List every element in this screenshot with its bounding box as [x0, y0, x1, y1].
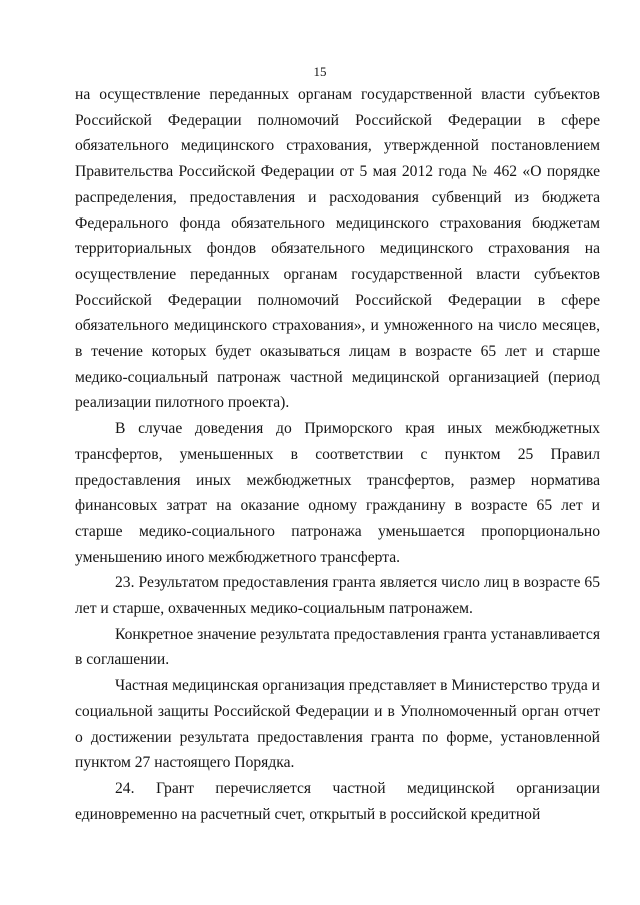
paragraph-reduction-case: В случае доведения до Приморского края иных межбюджетных трансфертов, уменьшенных в соответствии с пунктом 25 Правил предоставления иных межбюджетных трансфертов, размер норматива финансовых затрат на оказание одному гражданину в возрасте 65 лет и старше медико-социального патронажа уменьшается пропорционально уменьшению иного межбюджетного трансферта. [75, 420, 600, 566]
paragraph-report: Частная медицинская организация представляет в Министерство труда и социальной защиты Российской Федерации и в Уполномоченный орган отчет о достижении результата предоставления гранта по форме, установленной пунктом 27 настоящего Порядка. [75, 677, 600, 772]
paragraph-specific-value: Конкретное значение результата предоставления гранта устанавливается в соглашении. [75, 625, 600, 669]
paragraph-continuation: на осуществление переданных органам государственной власти субъектов Российской Федерации полномочий Российской Федерации в сфере обязательного медицинского страхования, утвержденной постановлением Правительства Российской Федерации от 5 мая 2012 года № 462 «О порядке распределения, предоставления и расходования субвенций из бюджета Федерального фонда обязательного медицинского страхования бюджетам территориальных фондов обязательного медицинского страхования на осуществление переданных органам государственной власти субъектов Российской Федерации полномочий Российской Федерации в сфере обязательного медицинского страхования», и умноженного на число месяцев, в течение которых будет оказываться лицам в возрасте 65 лет и старше медико-социальный патронаж частной медицинской организацией (период реализации пилотного проекта). [75, 86, 600, 412]
paragraph-item-23: 23. Результатом предоставления гранта является число лиц в возрасте 65 лет и старше, охваченных медико-социальным патронажем. [75, 574, 600, 618]
document-body [75, 82, 600, 827]
page-number: 15 [313, 64, 327, 79]
paragraph-item-24: 24. Грант перечисляется частной медицинской организации единовременно на расчетный счет, открытый в российской кредитной [75, 779, 600, 823]
